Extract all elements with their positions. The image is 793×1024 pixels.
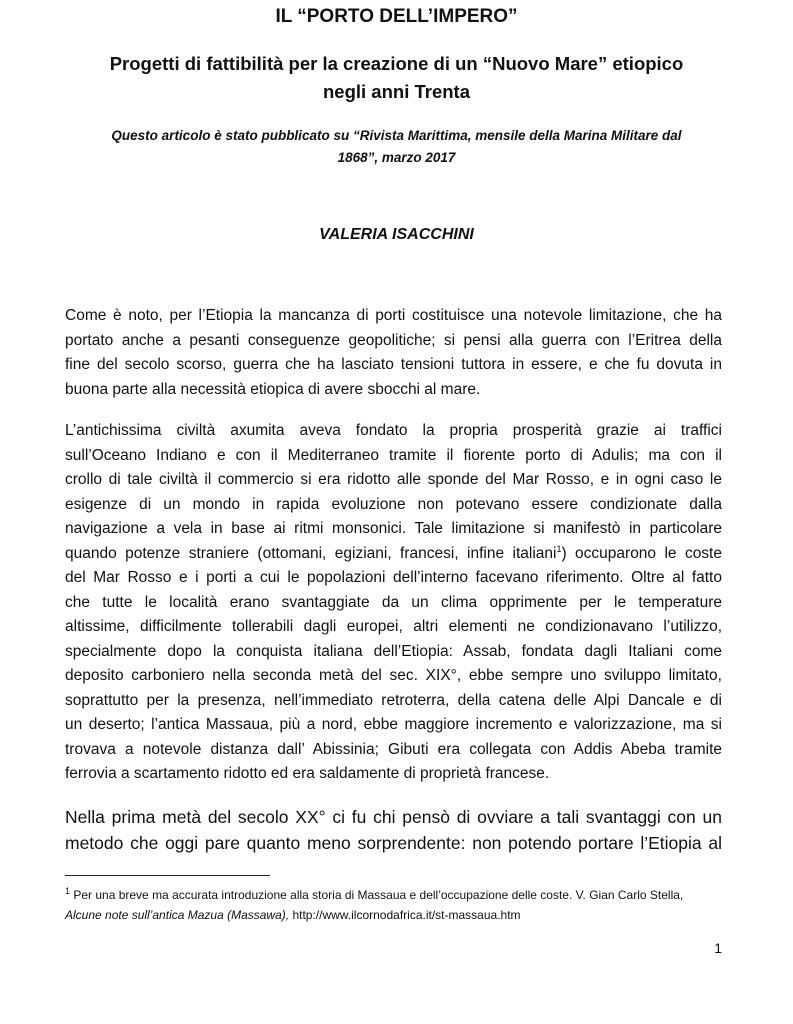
author-name: VALERIA ISACCHINI (319, 226, 474, 243)
text-line: Come è noto, per l’Etiopia la mancanza di porti costituisce una notevole limitazione, che ha (65, 307, 722, 324)
publication-note-line: Questo articolo è stato pubblicato su “Rivista Marittima, mensile della Marina Militare dal (111, 128, 682, 143)
text-line: sull’Oceano Indiano e con il Mediterraneo tramite il fiorente porto di Adulis; ma con il (65, 446, 722, 464)
footnote-line (65, 885, 725, 905)
paragraph-1 (65, 304, 722, 402)
text-line: specialmente dopo la conquista italiana dell’Etiopia: Assab, fondata dagli Italiani come (65, 642, 722, 660)
subtitle-line: negli anni Trenta (323, 81, 470, 102)
text-line: ferrovia a scartamento ridotto ed era saldamente di proprietà francese. (65, 765, 550, 782)
text-segment: quando potenze straniere (ottomani, egiziani, francesi, infine italiani (65, 544, 557, 562)
footnote-line (65, 905, 725, 925)
publication-note-line: 1868”, marzo 2017 (337, 150, 456, 165)
text-line: esigenze di un mondo in rapida evoluzione non potevano essere condizionate dalla (65, 495, 722, 513)
article-title: IL “PORTO DELL’IMPERO” (275, 6, 518, 27)
text-line: navigazione a vela in base ai ritmi monsonici. Tale limitazione si manifestò in particolare (65, 520, 722, 537)
text-line: metodo che oggi pare quanto meno sorprendente: non potendo portare l’Etiopia al (65, 833, 722, 853)
footnote (65, 885, 725, 925)
publication-note (80, 125, 713, 169)
footnote-cited-title: Alcune note sull’antica Mazua (Massawa), (65, 908, 290, 922)
footnote-separator (65, 875, 270, 876)
text-line: Nella prima metà del secolo XX° ci fu chi pensò di ovviare a tali svantaggi con un (65, 807, 722, 827)
text-line: soprattutto per la presenza, nell’immediato retroterra, della catena delle Alpi Dancale e di (65, 691, 722, 709)
footnote-url[interactable]: http://www.ilcornodafrica.it/st-massaua.htm (289, 908, 521, 922)
text-line: buona parte alla necessità etiopica di avere sbocchi al mare. (65, 380, 481, 398)
article-subtitle (80, 50, 713, 106)
footnote-text: Per una breve ma accurata introduzione alla storia di Massaua e dell’occupazione delle coste. V. Gian Carlo Stella, (70, 888, 684, 902)
page-number: 1 (714, 940, 722, 956)
text-line: trovava a notevole distanza dall’ Abissinia; Gibuti era collegata con Addis Abeba tramite (65, 740, 722, 758)
text-line: crollo di tale civiltà il commercio si era ridotto alle sponde del Mar Rosso, e in ogni caso le (65, 471, 722, 488)
text-line: un deserto; l’antica Massaua, più a nord, ebbe maggiore incremento e valorizzazione, ma si (65, 716, 722, 733)
paragraph-2 (65, 419, 722, 787)
text-segment: ) occuparono le coste (561, 544, 722, 562)
paragraph-3 (65, 804, 722, 856)
text-line: del Mar Rosso e i porti a cui le popolazioni dell’interno facevano riferimento. Oltre al fatto (65, 569, 722, 586)
text-line: fine del secolo scorso, guerra che ha lasciato tensioni tuttora in essere, e che fu dovuta in (65, 356, 722, 373)
text-line: L’antichissima civiltà axumita aveva fondato la propria prosperità grazie ai traffici (65, 422, 722, 439)
subtitle-line: Progetti di fattibilità per la creazione di un “Nuovo Mare” etiopico (109, 53, 684, 74)
text-line: altissime, difficilmente tollerabili dagli europei, altri elementi ne condizionavano l’utilizzo, (65, 618, 722, 635)
text-line: che tutte le località erano svantaggiate da un clima opprimente per le temperature (65, 593, 722, 611)
text-line-with-footnote-ref (65, 542, 722, 567)
footnote-reference[interactable]: 1 (556, 543, 562, 554)
text-line: deposito carboniero nella seconda metà del sec. XIX°, ebbe sempre uno sviluppo limitato, (65, 667, 722, 684)
text-line: portato anche a pesanti conseguenze geopolitiche; si pensi alla guerra con l’Eritrea della (65, 331, 722, 349)
footnote-marker: 1 (65, 886, 71, 896)
